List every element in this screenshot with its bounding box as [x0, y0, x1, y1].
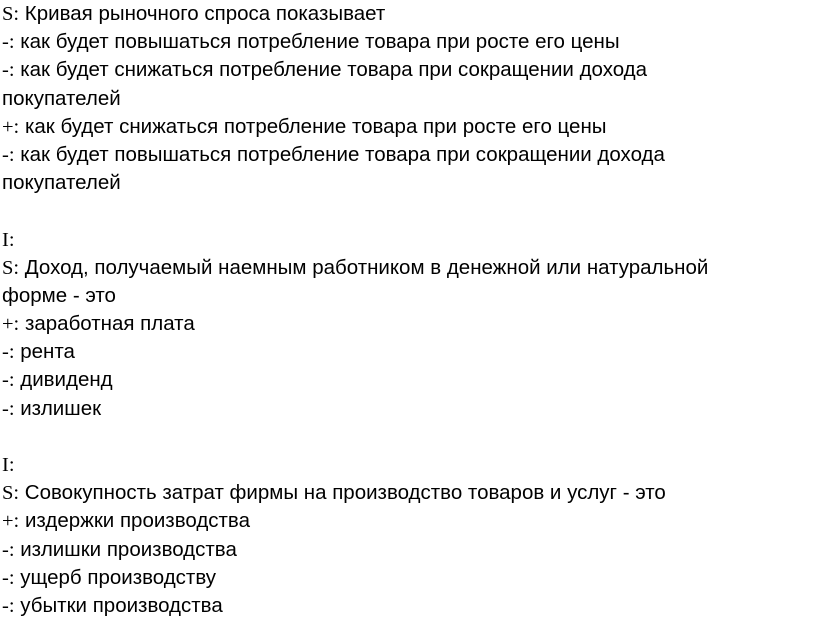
stem-text: форме - это — [2, 283, 116, 307]
answer-option — [2, 592, 814, 620]
answer-option-continuation — [2, 85, 814, 113]
question-header: I: — [2, 228, 15, 251]
option-text: как будет снижаться потребление товара при сокращении дохода — [14, 58, 648, 82]
answer-option — [2, 28, 814, 56]
answer-option — [2, 536, 814, 564]
option-marker: -: — [2, 594, 15, 617]
stem-marker: S: — [2, 482, 20, 505]
question-1 — [2, 0, 814, 197]
spacer — [2, 423, 814, 451]
option-text: излишек — [14, 396, 102, 420]
question-stem-continuation — [2, 282, 814, 310]
option-marker: +: — [2, 510, 20, 533]
answer-option-continuation — [2, 169, 814, 197]
option-marker: -: — [2, 397, 15, 420]
option-marker: -: — [2, 566, 15, 589]
answer-option — [2, 113, 814, 141]
answer-option — [2, 366, 814, 394]
option-marker: -: — [2, 59, 15, 82]
option-marker: -: — [2, 538, 15, 561]
option-text: покупателей — [2, 86, 121, 110]
option-text: заработная плата — [19, 312, 195, 336]
option-marker: -: — [2, 341, 15, 364]
question-stem — [2, 254, 814, 282]
option-text: излишки производства — [14, 537, 237, 561]
stem-text: Доход, получаемый наемным работником в денежной или натуральной — [19, 255, 709, 279]
option-marker: -: — [2, 143, 15, 166]
stem-text: Кривая рыночного спроса показывает — [19, 2, 386, 25]
option-text: убытки производства — [14, 593, 223, 617]
answer-option — [2, 310, 814, 338]
question-stem — [2, 479, 814, 507]
option-marker: +: — [2, 313, 20, 336]
option-text: рента — [14, 340, 75, 364]
answer-option — [2, 395, 814, 423]
option-text: как будет снижаться потребление товара при росте его цены — [19, 114, 607, 138]
stem-marker: S: — [2, 3, 20, 25]
option-text: дивиденд — [14, 368, 113, 392]
option-marker: -: — [2, 369, 15, 392]
answer-option — [2, 507, 814, 535]
question-header: I: — [2, 454, 15, 476]
option-text: как будет повышаться потребление товара при сокращении дохода — [14, 142, 665, 166]
option-marker: -: — [2, 31, 15, 54]
answer-option — [2, 564, 814, 592]
stem-marker: S: — [2, 256, 20, 279]
option-text: ущерб производству — [14, 565, 217, 589]
option-text: покупателей — [2, 171, 121, 195]
option-marker: +: — [2, 115, 20, 138]
question-stem — [2, 0, 814, 28]
test-document — [2, 0, 814, 620]
stem-text: Совокупность затрат фирмы на производство товаров и услуг - это — [19, 481, 666, 505]
answer-option — [2, 56, 814, 84]
question-3 — [2, 451, 814, 620]
answer-option — [2, 338, 814, 366]
option-text: как будет повышаться потребление товара при росте его цены — [14, 30, 620, 54]
question-2 — [2, 226, 814, 423]
spacer — [2, 197, 814, 225]
option-text: издержки производства — [19, 509, 250, 533]
answer-option — [2, 141, 814, 169]
